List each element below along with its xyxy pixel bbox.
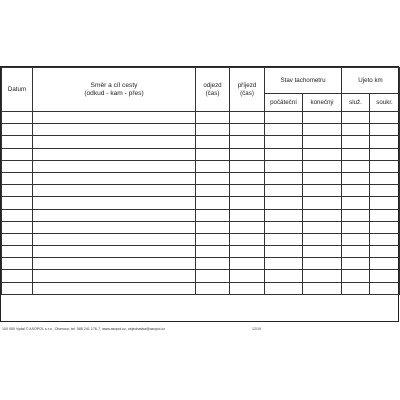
- table-row: [2, 209, 400, 221]
- cell-route[interactable]: [33, 246, 196, 258]
- cell-arrival[interactable]: [230, 124, 265, 136]
- cell-departure[interactable]: [196, 209, 230, 221]
- cell-odometer-start[interactable]: [265, 258, 303, 270]
- cell-distance-private[interactable]: [370, 221, 400, 233]
- table-row: [2, 112, 400, 124]
- table-row: [2, 136, 400, 148]
- cell-distance-business[interactable]: [342, 172, 370, 184]
- col-arrival-header: [230, 68, 265, 112]
- form-code: 100 050: [2, 327, 15, 331]
- distance-private-label: soukr.: [376, 98, 393, 106]
- cell-departure[interactable]: [196, 160, 230, 172]
- cell-odometer-end[interactable]: [303, 112, 342, 124]
- cell-datum[interactable]: [2, 282, 33, 294]
- cell-odometer-start[interactable]: [265, 160, 303, 172]
- cell-distance-private[interactable]: [370, 172, 400, 184]
- cell-distance-business[interactable]: [342, 270, 370, 282]
- cell-distance-business[interactable]: [342, 233, 370, 245]
- cell-odometer-start[interactable]: [265, 136, 303, 148]
- cell-odometer-end[interactable]: [303, 270, 342, 282]
- table-row: [2, 246, 400, 258]
- travel-log-table: [1, 67, 400, 295]
- cell-distance-private[interactable]: [370, 258, 400, 270]
- col-route-header: [33, 68, 196, 112]
- cell-arrival[interactable]: [230, 136, 265, 148]
- cell-distance-business[interactable]: [342, 282, 370, 294]
- col-departure-header: [196, 68, 230, 112]
- route-label: Směr a cíl cesty: [90, 81, 138, 89]
- table-row: [2, 160, 400, 172]
- cell-route[interactable]: [33, 233, 196, 245]
- cell-odometer-start[interactable]: [265, 112, 303, 124]
- cell-departure[interactable]: [196, 148, 230, 160]
- footer: [2, 324, 398, 334]
- cell-datum[interactable]: [2, 124, 33, 136]
- cell-departure[interactable]: [196, 112, 230, 124]
- cell-distance-private[interactable]: [370, 185, 400, 197]
- cell-distance-private[interactable]: [370, 124, 400, 136]
- table-row: [2, 270, 400, 282]
- cell-departure[interactable]: [196, 124, 230, 136]
- cell-odometer-start[interactable]: [265, 209, 303, 221]
- cell-odometer-end[interactable]: [303, 136, 342, 148]
- cell-arrival[interactable]: [230, 221, 265, 233]
- table-body: [2, 112, 400, 295]
- cell-arrival[interactable]: [230, 282, 265, 294]
- cell-odometer-start[interactable]: [265, 233, 303, 245]
- cell-distance-business[interactable]: [342, 221, 370, 233]
- cell-arrival[interactable]: [230, 258, 265, 270]
- cell-odometer-end[interactable]: [303, 172, 342, 184]
- cell-odometer-end[interactable]: [303, 233, 342, 245]
- cell-distance-business[interactable]: [342, 124, 370, 136]
- publisher-info: Vydal © ASOPOL s.r.o., Olomouc, tel. 585 241 176-7, www.asopol.cz, objednavka@asopol.cz: [16, 327, 166, 331]
- cell-departure[interactable]: [196, 197, 230, 209]
- cell-arrival[interactable]: [230, 160, 265, 172]
- cell-route[interactable]: [33, 185, 196, 197]
- cell-departure[interactable]: [196, 233, 230, 245]
- cell-route[interactable]: [33, 148, 196, 160]
- col-datum-header: [2, 68, 33, 112]
- cell-odometer-end[interactable]: [303, 246, 342, 258]
- cell-distance-private[interactable]: [370, 282, 400, 294]
- cell-route[interactable]: [33, 209, 196, 221]
- table-row: [2, 282, 400, 294]
- cell-departure[interactable]: [196, 282, 230, 294]
- cell-distance-private[interactable]: [370, 209, 400, 221]
- cell-route[interactable]: [33, 124, 196, 136]
- cell-arrival[interactable]: [230, 197, 265, 209]
- cell-route[interactable]: [33, 282, 196, 294]
- col-odometer-header: [265, 68, 342, 94]
- cell-odometer-end[interactable]: [303, 185, 342, 197]
- odometer-start-label: počáteční: [270, 98, 297, 106]
- cell-departure[interactable]: [196, 221, 230, 233]
- cell-distance-private[interactable]: [370, 160, 400, 172]
- cell-odometer-end[interactable]: [303, 148, 342, 160]
- distance-business-label: služ.: [349, 98, 362, 106]
- cell-route[interactable]: [33, 160, 196, 172]
- cell-departure[interactable]: [196, 172, 230, 184]
- cell-datum[interactable]: [2, 172, 33, 184]
- cell-odometer-start[interactable]: [265, 185, 303, 197]
- cell-odometer-end[interactable]: [303, 282, 342, 294]
- cell-odometer-end[interactable]: [303, 209, 342, 221]
- cell-arrival[interactable]: [230, 148, 265, 160]
- cell-route[interactable]: [33, 197, 196, 209]
- cell-odometer-end[interactable]: [303, 221, 342, 233]
- col-odometer-end-header: [303, 94, 342, 112]
- form-date: 12/19: [252, 327, 261, 331]
- cell-departure[interactable]: [196, 136, 230, 148]
- cell-distance-business[interactable]: [342, 160, 370, 172]
- cell-route[interactable]: [33, 136, 196, 148]
- cell-distance-business[interactable]: [342, 258, 370, 270]
- cell-departure[interactable]: [196, 270, 230, 282]
- cell-datum[interactable]: [2, 270, 33, 282]
- cell-route[interactable]: [33, 270, 196, 282]
- cell-arrival[interactable]: [230, 172, 265, 184]
- cell-route[interactable]: [33, 221, 196, 233]
- cell-distance-business[interactable]: [342, 136, 370, 148]
- col-distance-business-header: [342, 94, 370, 112]
- cell-distance-private[interactable]: [370, 197, 400, 209]
- cell-arrival[interactable]: [230, 246, 265, 258]
- cell-departure[interactable]: [196, 258, 230, 270]
- table-row: [2, 172, 400, 184]
- cell-odometer-start[interactable]: [265, 148, 303, 160]
- cell-arrival[interactable]: [230, 209, 265, 221]
- cell-departure[interactable]: [196, 185, 230, 197]
- departure-label: odjezd: [203, 82, 222, 90]
- cell-odometer-end[interactable]: [303, 160, 342, 172]
- cell-datum[interactable]: [2, 136, 33, 148]
- cell-distance-business[interactable]: [342, 185, 370, 197]
- cell-datum[interactable]: [2, 197, 33, 209]
- cell-datum[interactable]: [2, 221, 33, 233]
- table-row: [2, 185, 400, 197]
- cell-datum[interactable]: [2, 185, 33, 197]
- cell-datum[interactable]: [2, 258, 33, 270]
- route-sublabel: (odkud - kam - přes): [84, 89, 144, 97]
- cell-arrival[interactable]: [230, 233, 265, 245]
- table-row: [2, 197, 400, 209]
- odometer-end-label: konečný: [310, 98, 334, 106]
- odometer-label: Stav tachometru: [280, 76, 326, 84]
- departure-sublabel: (čas): [205, 89, 220, 97]
- distance-label: Ujeto km: [358, 76, 383, 84]
- cell-distance-private[interactable]: [370, 136, 400, 148]
- cell-distance-private[interactable]: [370, 112, 400, 124]
- cell-distance-private[interactable]: [370, 270, 400, 282]
- cell-arrival[interactable]: [230, 185, 265, 197]
- cell-datum[interactable]: [2, 112, 33, 124]
- table-row: [2, 221, 400, 233]
- cell-distance-private[interactable]: [370, 233, 400, 245]
- cell-datum[interactable]: [2, 246, 33, 258]
- cell-departure[interactable]: [196, 246, 230, 258]
- col-distance-header: [342, 68, 400, 94]
- cell-odometer-start[interactable]: [265, 246, 303, 258]
- cell-route[interactable]: [33, 258, 196, 270]
- cell-odometer-start[interactable]: [265, 124, 303, 136]
- cell-route[interactable]: [33, 112, 196, 124]
- cell-route[interactable]: [33, 172, 196, 184]
- cell-datum[interactable]: [2, 233, 33, 245]
- cell-distance-business[interactable]: [342, 209, 370, 221]
- cell-odometer-end[interactable]: [303, 197, 342, 209]
- cell-distance-business[interactable]: [342, 112, 370, 124]
- cell-datum[interactable]: [2, 209, 33, 221]
- table-row: [2, 148, 400, 160]
- table-row: [2, 258, 400, 270]
- cell-distance-private[interactable]: [370, 246, 400, 258]
- col-distance-private-header: [370, 94, 400, 112]
- cell-odometer-end[interactable]: [303, 124, 342, 136]
- cell-distance-business[interactable]: [342, 246, 370, 258]
- table-row: [2, 233, 400, 245]
- cell-odometer-start[interactable]: [265, 282, 303, 294]
- cell-odometer-start[interactable]: [265, 197, 303, 209]
- travel-log-form: [0, 66, 399, 322]
- col-odometer-start-header: [265, 94, 303, 112]
- cell-odometer-start[interactable]: [265, 172, 303, 184]
- cell-distance-private[interactable]: [370, 148, 400, 160]
- cell-datum[interactable]: [2, 160, 33, 172]
- cell-datum[interactable]: [2, 148, 33, 160]
- cell-arrival[interactable]: [230, 270, 265, 282]
- cell-odometer-end[interactable]: [303, 258, 342, 270]
- arrival-sublabel: (čas): [240, 89, 254, 97]
- cell-odometer-start[interactable]: [265, 221, 303, 233]
- cell-distance-business[interactable]: [342, 148, 370, 160]
- cell-odometer-start[interactable]: [265, 270, 303, 282]
- datum-label: Datum: [7, 85, 27, 93]
- cell-distance-business[interactable]: [342, 197, 370, 209]
- cell-arrival[interactable]: [230, 112, 265, 124]
- table-row: [2, 124, 400, 136]
- arrival-label: příjezd: [237, 82, 257, 90]
